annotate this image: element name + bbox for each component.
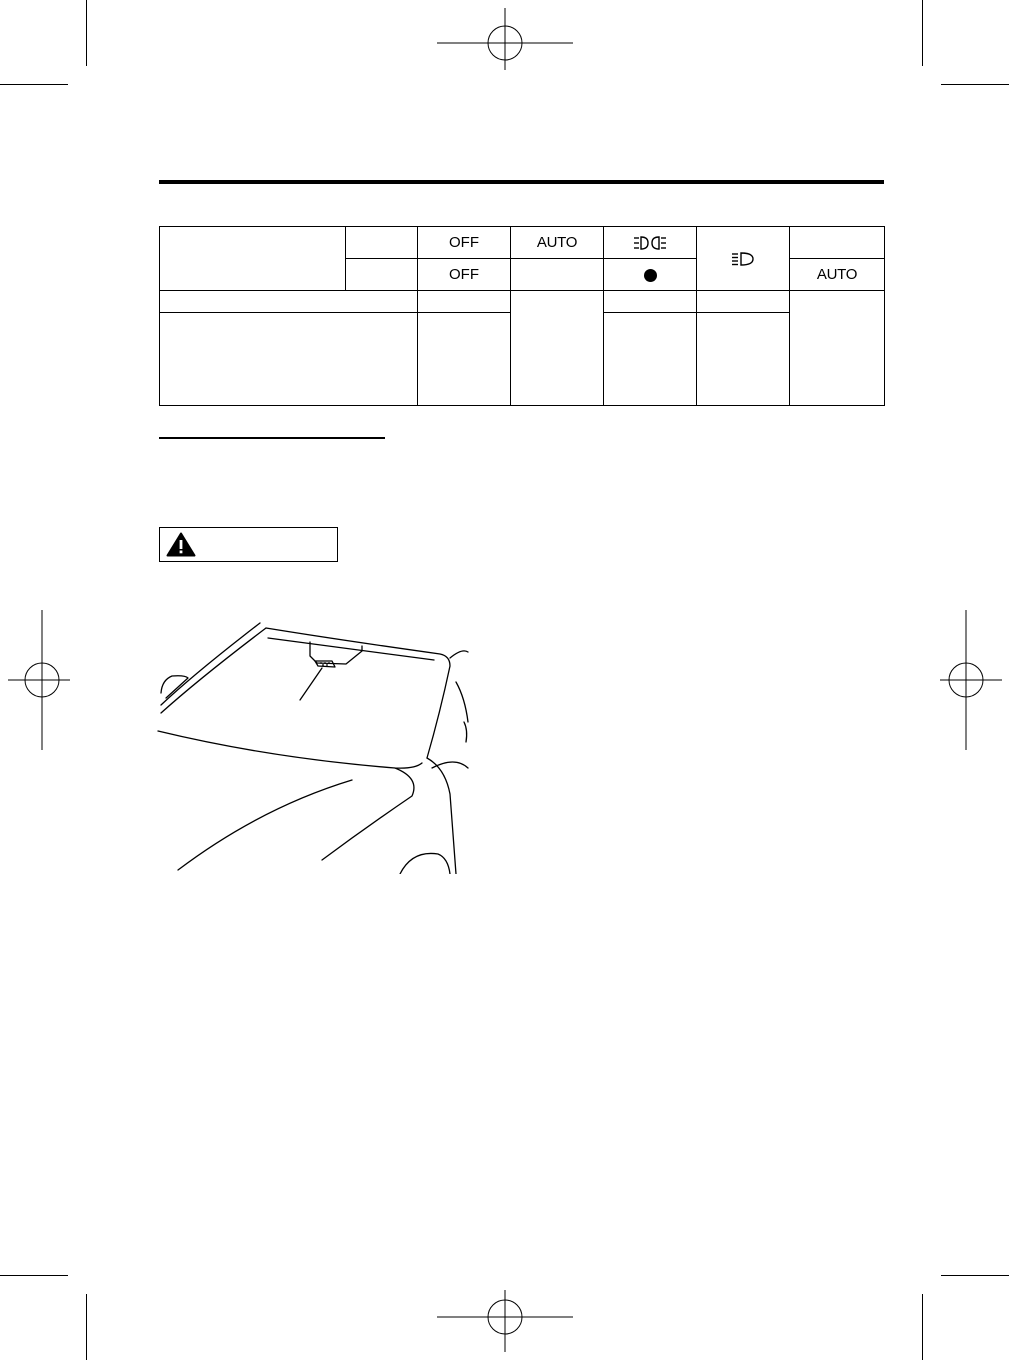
registration-mark-left bbox=[8, 610, 70, 750]
table-cell bbox=[790, 227, 885, 259]
table-cell bbox=[604, 291, 697, 313]
table-cell bbox=[604, 313, 697, 406]
auto-cell: AUTO bbox=[511, 227, 604, 259]
filled-dot-icon bbox=[644, 269, 657, 282]
table-cell bbox=[697, 313, 790, 406]
table-cell bbox=[418, 313, 511, 406]
parking-lights-icon bbox=[633, 236, 667, 250]
table-cell bbox=[160, 227, 346, 291]
registration-mark-bottom bbox=[437, 1290, 573, 1352]
auto-cell: AUTO bbox=[790, 259, 885, 291]
table-cell bbox=[160, 313, 418, 406]
on-indicator-cell bbox=[604, 259, 697, 291]
headlight-icon bbox=[731, 252, 755, 266]
table-cell bbox=[160, 291, 418, 313]
table-cell bbox=[511, 259, 604, 291]
table-cell bbox=[418, 291, 511, 313]
table-row bbox=[160, 227, 885, 259]
table-cell bbox=[346, 259, 418, 291]
windshield-light-sensor-illustration bbox=[150, 618, 480, 874]
table-cell bbox=[511, 291, 604, 406]
lighting-table bbox=[159, 226, 885, 406]
table-cell bbox=[790, 291, 885, 406]
registration-mark-top bbox=[437, 8, 573, 70]
table-cell bbox=[697, 291, 790, 313]
registration-mark-right bbox=[940, 610, 1002, 750]
warning-box bbox=[159, 527, 338, 562]
off-cell: OFF bbox=[418, 259, 511, 291]
parking-lights-cell bbox=[604, 227, 697, 259]
table-row bbox=[160, 291, 885, 313]
headlight-cell bbox=[697, 227, 790, 291]
table-cell bbox=[346, 227, 418, 259]
off-cell: OFF bbox=[418, 227, 511, 259]
section-heading-underline bbox=[159, 437, 385, 439]
header-rule bbox=[159, 180, 884, 184]
warning-triangle-icon bbox=[166, 532, 196, 557]
